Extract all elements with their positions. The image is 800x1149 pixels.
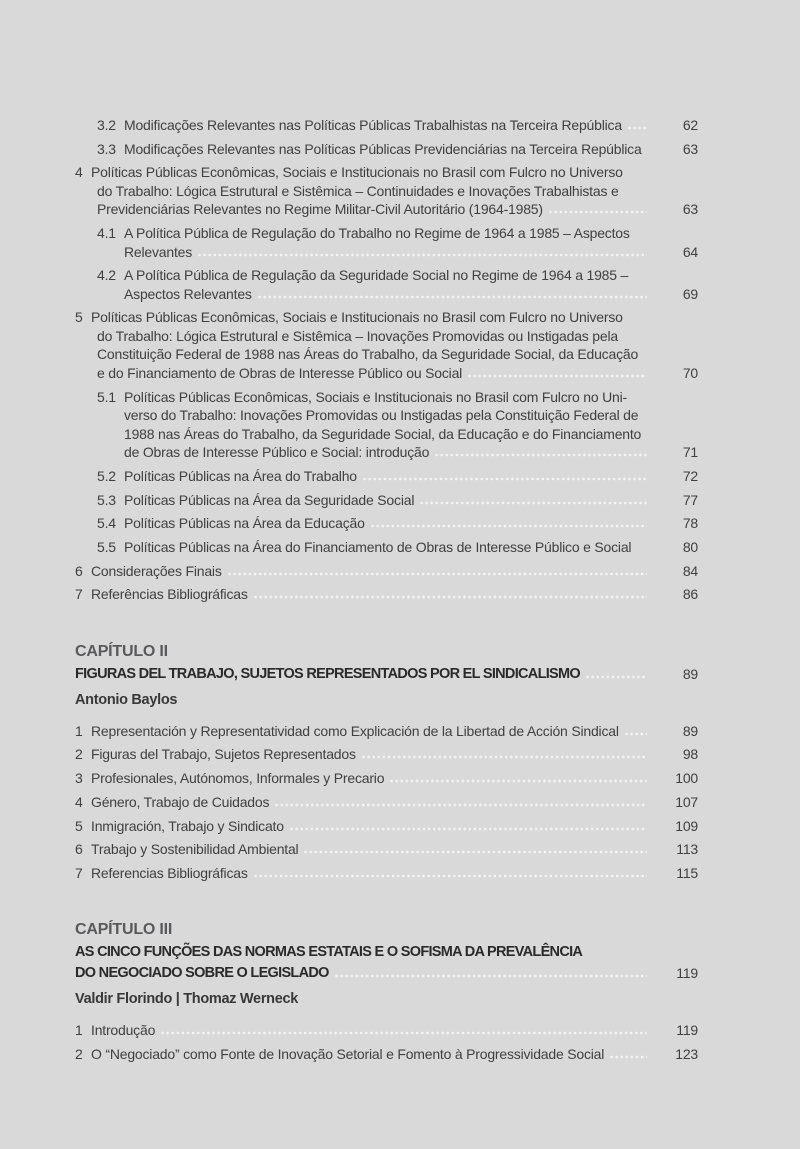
entry-body — [91, 840, 698, 859]
toc-entry — [75, 745, 698, 764]
entry-text: verso do Trabalho: Inovações Promovidas ou Instigadas pela Constituição Federal de — [124, 407, 639, 424]
entry-number: 6 — [75, 841, 83, 858]
toc-entry — [75, 491, 698, 510]
entry-line — [91, 793, 698, 812]
entry-text: Aspectos Relevantes — [124, 285, 252, 302]
entry-number: 3 — [75, 770, 83, 787]
dot-leader — [624, 731, 647, 737]
entry-text: Introdução — [91, 1022, 156, 1039]
entry-text: 1988 nas Áreas do Trabalho, da Seguridade Social, da Educação e do Financiamento — [124, 425, 642, 442]
entry-line — [124, 285, 698, 304]
dot-leader — [389, 778, 647, 784]
dot-leader — [419, 500, 647, 506]
entry-page-number: 64 — [682, 243, 698, 260]
entry-page-number: 107 — [675, 793, 698, 810]
entry-page-number: 100 — [675, 770, 698, 787]
entry-page-number: 84 — [682, 562, 698, 579]
chapter-authors: Antonio Baylos — [75, 691, 178, 708]
chapter-title — [75, 942, 698, 984]
entry-line — [91, 1021, 698, 1040]
entry-text: O “Negociado” como Fonte de Inovação Setorial e Fomento à Progressividade Social — [91, 1046, 605, 1063]
entry-list — [75, 1021, 698, 1063]
entry-line — [91, 840, 698, 859]
entry-text: do Trabalho: Lógica Estrutural e Sistêmica – Inovações Promovidas ou Instigadas pela — [97, 327, 618, 344]
entry-text: A Política Pública de Regulação da Seguridade Social no Regime de 1964 a 1985 – — [124, 267, 629, 284]
toc-entry — [75, 1021, 698, 1040]
entry-body — [91, 769, 698, 788]
entry-page-number: 98 — [682, 746, 698, 763]
entry-body — [91, 585, 698, 604]
entry-text: e do Financiamento de Obras de Interesse Público ou Social — [97, 364, 463, 381]
entry-number: 1 — [75, 1022, 83, 1039]
entry-body — [91, 1021, 698, 1040]
dot-leader — [467, 373, 647, 379]
entry-body — [91, 163, 698, 219]
toc-entry — [75, 769, 698, 788]
toc-entry — [75, 840, 698, 859]
toc-entry — [75, 793, 698, 812]
entry-list — [75, 116, 698, 604]
toc-entry — [75, 514, 698, 533]
entry-page-number: 77 — [682, 491, 698, 508]
entry-page-number: 89 — [682, 722, 698, 739]
entry-text: Políticas Públicas na Área do Financiamento de Obras de Interesse Público e Social — [124, 538, 632, 555]
entry-number: 3.2 — [97, 117, 116, 133]
entry-body — [124, 116, 698, 135]
entry-line — [124, 140, 698, 159]
entry-text: Considerações Finais — [91, 562, 222, 579]
entry-line — [91, 817, 698, 836]
entry-page-number: 63 — [682, 140, 698, 157]
entry-line — [91, 722, 698, 741]
dot-leader — [197, 252, 647, 258]
chapter-page-number: 119 — [676, 965, 698, 982]
entry-body — [91, 1045, 698, 1064]
entry-body — [91, 793, 698, 812]
chapter-title-line — [75, 963, 698, 984]
entry-line — [124, 425, 698, 444]
chapter-title-line — [75, 942, 698, 963]
entry-list — [75, 722, 698, 883]
entry-line — [124, 388, 698, 407]
entry-text: Políticas Públicas Econômicas, Sociais e Institucionais no Brasil com Fulcro no Universo — [91, 164, 623, 181]
entry-text: Previdenciárias Relevantes no Regime Militar-Civil Autoritário (1964-1985) — [97, 201, 543, 218]
entry-number: 5.1 — [97, 388, 116, 405]
entry-line — [124, 491, 698, 510]
entry-line — [124, 538, 698, 557]
entry-line — [91, 182, 698, 201]
entry-line — [124, 116, 698, 135]
entry-body — [91, 745, 698, 764]
dot-leader — [227, 571, 647, 577]
dot-leader — [585, 674, 647, 680]
toc-entry — [75, 388, 698, 462]
chapter-section — [75, 642, 698, 883]
entry-line — [91, 345, 698, 364]
entry-number: 5.3 — [97, 491, 116, 508]
toc-entry — [75, 722, 698, 741]
toc-entry — [75, 224, 698, 261]
entry-line — [91, 864, 698, 883]
entry-number: 5 — [75, 817, 83, 834]
chapter-page-number: 89 — [682, 665, 698, 682]
entry-number: 3.3 — [97, 140, 116, 157]
entry-body — [124, 140, 698, 159]
entry-number: 6 — [75, 562, 83, 579]
entry-body — [124, 224, 698, 261]
entry-page-number: 71 — [682, 444, 698, 461]
entry-line — [91, 1045, 698, 1064]
entry-text: Representación y Representatividad como Explicación de la Libertad de Acción Sindical — [91, 722, 619, 739]
entry-body — [124, 266, 698, 303]
entry-number: 7 — [75, 864, 83, 881]
entry-number: 2 — [75, 1046, 83, 1063]
entry-line — [91, 745, 698, 764]
chapter-title — [75, 664, 698, 685]
entry-number: 4 — [75, 164, 83, 181]
toc-entry — [75, 140, 698, 159]
entry-number: 4 — [75, 793, 83, 810]
entry-page-number: 78 — [682, 515, 698, 532]
entry-page-number: 115 — [676, 864, 698, 881]
entry-body — [91, 864, 698, 883]
entry-line — [124, 467, 698, 486]
entry-text: Figuras del Trabajo, Sujetos Representados — [91, 746, 356, 763]
entry-number: 5 — [75, 309, 83, 326]
entry-text: Políticas Públicas Econômicas, Sociais e Institucionais no Brasil com Fulcro no Universo — [91, 309, 623, 326]
entry-text: de Obras de Interesse Público e Social: introdução — [124, 444, 430, 461]
entry-text: Trabajo y Sostenibilidad Ambiental — [91, 841, 299, 858]
entry-body — [91, 722, 698, 741]
entry-page-number: 119 — [676, 1022, 698, 1039]
entry-line — [91, 562, 698, 581]
toc-entry — [75, 116, 698, 135]
toc-entry — [75, 266, 698, 303]
chapter-label: CAPÍTULO II — [75, 642, 168, 660]
entry-line — [91, 327, 698, 346]
entry-line — [124, 224, 698, 243]
entry-number: 7 — [75, 586, 83, 603]
toc-section — [75, 116, 698, 604]
toc-entry — [75, 864, 698, 883]
chapter-title-text: AS CINCO FUNÇÕES DAS NORMAS ESTATAIS E O SOFISMA DA PREVALÊNCIA — [75, 944, 583, 961]
entry-body — [124, 467, 698, 486]
entry-number: 4.2 — [97, 267, 116, 284]
entry-text: Políticas Públicas na Área da Educação — [124, 515, 365, 532]
entry-number: 2 — [75, 746, 83, 763]
entry-text: Referências Bibliográficas — [91, 586, 248, 603]
toc-entry — [75, 562, 698, 581]
entry-page-number: 62 — [682, 117, 698, 133]
dot-leader — [253, 873, 647, 879]
entry-page-number: 70 — [682, 364, 698, 381]
entry-page-number: 109 — [675, 817, 698, 834]
chapter-title-text: FIGURAS DEL TRABAJO, SUJETOS REPRESENTADOS POR EL SINDICALISMO — [75, 665, 580, 682]
chapter-label: CAPÍTULO III — [75, 921, 173, 939]
dot-leader — [636, 547, 647, 553]
toc-entry — [75, 817, 698, 836]
entry-number: 4.1 — [97, 225, 116, 242]
entry-page-number: 63 — [682, 201, 698, 218]
entry-number: 5.2 — [97, 467, 116, 484]
dot-leader — [361, 754, 647, 760]
entry-page-number: 72 — [682, 467, 698, 484]
chapter-authors: Valdir Florindo | Thomaz Werneck — [75, 991, 299, 1008]
entry-line — [91, 769, 698, 788]
entry-text: Políticas Públicas na Área da Seguridade Social — [124, 491, 415, 508]
entry-line — [91, 308, 698, 327]
toc-entry — [75, 467, 698, 486]
dot-leader — [257, 294, 647, 300]
toc-entry — [75, 538, 698, 557]
entry-body — [124, 388, 698, 462]
entry-body — [124, 538, 698, 557]
dot-leader — [627, 125, 647, 131]
entry-page-number: 123 — [675, 1046, 698, 1063]
entry-line — [124, 514, 698, 533]
entry-line — [124, 266, 698, 285]
dot-leader — [253, 594, 647, 600]
entry-line — [91, 163, 698, 182]
dot-leader — [289, 826, 647, 832]
dot-leader — [362, 476, 647, 482]
entry-page-number: 69 — [682, 285, 698, 302]
entry-text: Políticas Públicas Econômicas, Sociais e Institucionais no Brasil com Fulcro no Uni- — [124, 388, 627, 405]
entry-number: 5.4 — [97, 515, 116, 532]
entry-text: Género, Trabajo de Cuidados — [91, 793, 270, 810]
entry-text: do Trabalho: Lógica Estrutural e Sistêmica – Continuidades e Inovações Trabalhistas e — [97, 182, 619, 199]
entry-text: Relevantes — [124, 243, 193, 260]
entry-body — [91, 562, 698, 581]
entry-text: Inmigración, Trabajo y Sindicato — [91, 817, 284, 834]
dot-leader — [370, 523, 647, 529]
entry-line — [124, 243, 698, 262]
toc-entry — [75, 163, 698, 219]
entry-line — [124, 443, 698, 462]
dot-leader — [434, 452, 647, 458]
entry-page-number: 113 — [676, 841, 698, 858]
entry-text: A Política Pública de Regulação do Trabalho no Regime de 1964 a 1985 – Aspectos — [124, 225, 630, 242]
entry-text: Profesionales, Autónomos, Informales y Precario — [91, 770, 385, 787]
dot-leader — [334, 973, 647, 979]
entry-text: Políticas Públicas na Área do Trabalho — [124, 467, 357, 484]
entry-text: Modificações Relevantes nas Políticas Públicas Trabalhistas na Terceira República — [124, 117, 622, 133]
entry-body — [124, 514, 698, 533]
entry-text: Constituição Federal de 1988 nas Áreas do Trabalho, da Seguridade Social, da Educação — [97, 346, 639, 363]
entry-text: Modificações Relevantes nas Políticas Públicas Previdenciárias na Terceira República — [124, 140, 642, 157]
entry-line — [91, 364, 698, 383]
entry-line — [91, 200, 698, 219]
chapter-section — [75, 920, 698, 1063]
dot-leader — [609, 1054, 647, 1060]
toc-entry — [75, 308, 698, 382]
entry-number: 5.5 — [97, 538, 116, 555]
entry-body — [91, 817, 698, 836]
dot-leader — [548, 209, 647, 215]
toc-entry — [75, 585, 698, 604]
chapter-title-line — [75, 664, 698, 685]
entry-page-number: 86 — [682, 586, 698, 603]
entry-number: 1 — [75, 722, 83, 739]
entry-text: Referencias Bibliográficas — [91, 864, 248, 881]
entry-body — [91, 308, 698, 382]
dot-leader — [160, 1030, 647, 1036]
toc-content — [75, 0, 698, 1069]
chapter-title-text: DO NEGOCIADO SOBRE O LEGISLADO — [75, 965, 329, 982]
toc-entry — [75, 1045, 698, 1064]
entry-body — [124, 491, 698, 510]
entry-line — [91, 585, 698, 604]
entry-line — [124, 406, 698, 425]
dot-leader — [274, 802, 647, 808]
entry-page-number: 80 — [682, 538, 698, 555]
dot-leader — [303, 849, 647, 855]
